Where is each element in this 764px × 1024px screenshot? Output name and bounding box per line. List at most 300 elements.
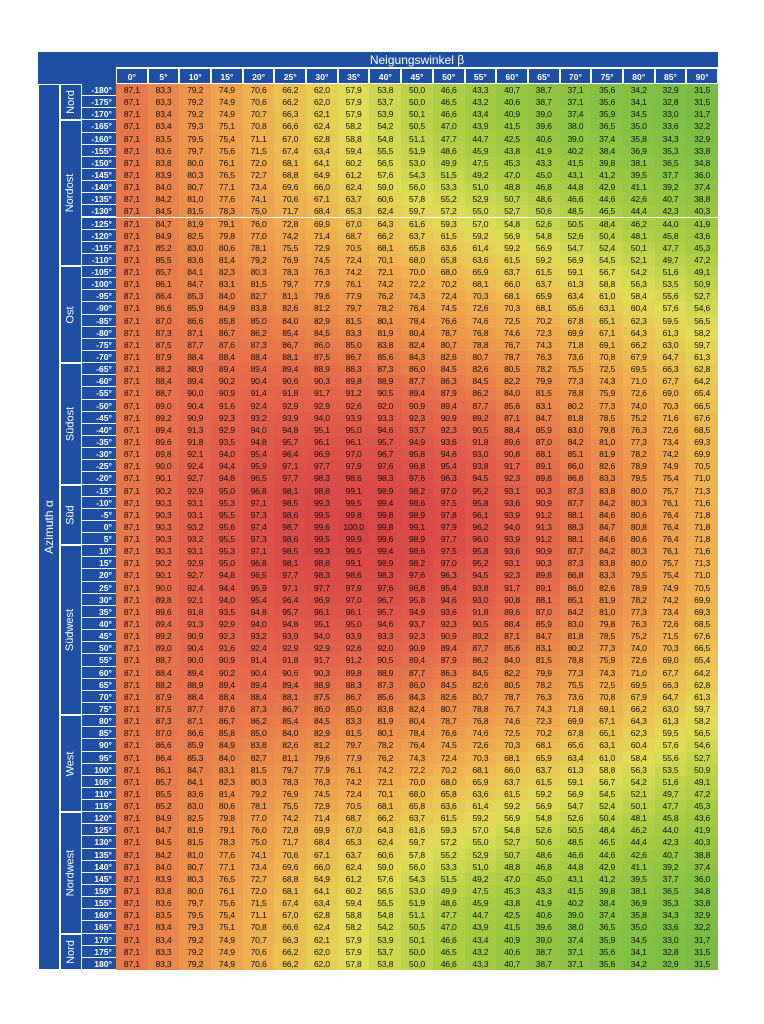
table-cell: 70,2: [433, 278, 465, 290]
table-cell: 90,3: [148, 521, 180, 533]
table-cell: 78,4: [401, 315, 433, 327]
table-cell: 99,1: [338, 485, 370, 497]
table-cell: 71,5: [243, 145, 275, 157]
table-cell: 87,1: [116, 363, 148, 375]
table-cell: 86,1: [148, 278, 180, 290]
table-cell: 65,8: [433, 788, 465, 800]
table-cell: 47,0: [496, 169, 528, 181]
table-cell: 50,0: [401, 84, 433, 96]
table-cell: 74,9: [211, 84, 243, 96]
table-cell: 78,5: [591, 630, 623, 642]
table-cell: 81,5: [243, 278, 275, 290]
direction-label-text: Nordwest: [64, 849, 77, 897]
table-cell: 38,4: [591, 897, 623, 909]
table-cell: 87,9: [148, 351, 180, 363]
table-cell: 87,1: [116, 400, 148, 412]
table-cell: 84,1: [179, 266, 211, 278]
table-cell: 81,9: [179, 218, 211, 230]
table-cell: 57,8: [401, 193, 433, 205]
table-cell: 87,1: [116, 642, 148, 654]
direction-label: [60, 266, 82, 363]
tilt-angle-header: 20°: [243, 68, 275, 84]
table-cell: 91,2: [338, 654, 370, 666]
table-cell: 90,9: [433, 630, 465, 642]
table-cell: 95,2: [465, 557, 497, 569]
table-cell: 53,7: [369, 96, 401, 108]
table-cell: 32,9: [686, 909, 718, 921]
table-cell: 70,6: [243, 946, 275, 958]
table-cell: 70,3: [465, 752, 497, 764]
table-cell: 87,0: [148, 727, 180, 739]
table-cell: 90,5: [465, 424, 497, 436]
table-cell: 83,9: [148, 169, 180, 181]
table-cell: 57,6: [655, 302, 687, 314]
table-cell: 45,3: [686, 800, 718, 812]
table-cell: 98,5: [274, 497, 306, 509]
table-cell: 90,9: [179, 412, 211, 424]
table-cell: 84,5: [306, 715, 338, 727]
table-cell: 72,5: [496, 727, 528, 739]
table-cell: 81,0: [179, 849, 211, 861]
table-cell: 64,9: [306, 873, 338, 885]
table-cell: 76,1: [211, 885, 243, 897]
table-cell: 43,1: [560, 873, 592, 885]
table-cell: 90,3: [528, 485, 560, 497]
table-cell: 90,1: [148, 569, 180, 581]
table-cell: 40,3: [686, 836, 718, 848]
table-cell: 70,3: [496, 302, 528, 314]
table-cell: 66,3: [655, 363, 687, 375]
tilt-angle-header: 40°: [369, 68, 401, 84]
table-cell: 94,6: [433, 448, 465, 460]
table-cell: 67,0: [274, 133, 306, 145]
table-cell: 98,3: [369, 569, 401, 581]
table-cell: 92,9: [306, 642, 338, 654]
table-cell: 84,6: [591, 533, 623, 545]
table-cell: 71,8: [686, 533, 718, 545]
table-cell: 71,8: [686, 509, 718, 521]
table-cell: 77,9: [306, 764, 338, 776]
azimuth-row-label: -110°: [82, 254, 116, 266]
table-cell: 97,6: [369, 582, 401, 594]
azimuth-row-label: -50°: [82, 400, 116, 412]
table-cell: 70,1: [369, 254, 401, 266]
azimuth-row-label: 145°: [82, 873, 116, 885]
direction-label-text: Nord: [64, 939, 77, 964]
table-cell: 79,7: [274, 764, 306, 776]
table-cell: 73,6: [560, 691, 592, 703]
table-cell: 33,8: [686, 145, 718, 157]
table-cell: 87,1: [116, 278, 148, 290]
table-cell: 63,7: [401, 812, 433, 824]
azimuth-axis-label: [38, 84, 60, 970]
table-cell: 35,9: [591, 108, 623, 120]
table-cell: 90,4: [243, 375, 275, 387]
table-cell: 40,6: [496, 946, 528, 958]
table-cell: 62,4: [369, 836, 401, 848]
tilt-angle-header: 10°: [179, 68, 211, 84]
table-cell: 37,4: [560, 108, 592, 120]
table-cell: 99,5: [306, 533, 338, 545]
table-cell: 87,6: [211, 703, 243, 715]
table-cell: 58,2: [338, 120, 370, 132]
table-cell: 75,7: [655, 557, 687, 569]
table-cell: 92,6: [338, 642, 370, 654]
table-cell: 46,6: [433, 84, 465, 96]
table-cell: 71,3: [686, 557, 718, 569]
table-cell: 88,4: [179, 691, 211, 703]
table-cell: 50,1: [401, 934, 433, 946]
table-cell: 52,6: [560, 230, 592, 242]
table-cell: 40,6: [528, 133, 560, 145]
table-cell: 87,1: [116, 169, 148, 181]
table-cell: 87,1: [116, 764, 148, 776]
table-cell: 72,6: [465, 739, 497, 751]
table-cell: 87,1: [116, 691, 148, 703]
table-cell: 50,0: [401, 96, 433, 108]
table-cell: 71,1: [243, 133, 275, 145]
table-cell: 92,3: [496, 472, 528, 484]
table-cell: 87,3: [148, 327, 180, 339]
table-cell: 45,0: [528, 169, 560, 181]
table-cell: 87,1: [116, 302, 148, 314]
table-cell: 80,6: [211, 800, 243, 812]
azimuth-row-label: -10°: [82, 497, 116, 509]
table-cell: 89,1: [528, 582, 560, 594]
table-cell: 83,4: [148, 934, 180, 946]
table-cell: 87,5: [148, 703, 180, 715]
table-cell: 64,3: [369, 218, 401, 230]
table-cell: 39,8: [591, 885, 623, 897]
table-cell: 56,7: [591, 776, 623, 788]
table-cell: 93,2: [243, 630, 275, 642]
table-cell: 83,6: [148, 897, 180, 909]
table-cell: 74,5: [433, 739, 465, 751]
table-cell: 57,8: [401, 849, 433, 861]
table-cell: 79,5: [179, 909, 211, 921]
table-cell: 49,2: [465, 873, 497, 885]
table-cell: 99,5: [338, 545, 370, 557]
table-cell: 87,9: [433, 387, 465, 399]
table-cell: 71,5: [655, 630, 687, 642]
table-cell: 81,5: [243, 764, 275, 776]
table-cell: 46,6: [433, 934, 465, 946]
table-cell: 65,3: [338, 205, 370, 217]
table-cell: 40,3: [686, 205, 718, 217]
table-cell: 88,1: [274, 691, 306, 703]
table-cell: 50,1: [401, 108, 433, 120]
table-cell: 74,1: [243, 849, 275, 861]
table-cell: 65,8: [433, 254, 465, 266]
azimuth-row-label: 45°: [82, 630, 116, 642]
table-cell: 55,6: [655, 752, 687, 764]
direction-label: [60, 715, 82, 812]
table-cell: 72,0: [243, 885, 275, 897]
azimuth-row-label: -155°: [82, 145, 116, 157]
table-cell: 93,9: [496, 509, 528, 521]
table-cell: 99,5: [338, 497, 370, 509]
table-cell: 99,3: [306, 497, 338, 509]
table-cell: 75,1: [211, 921, 243, 933]
table-cell: 64,1: [306, 885, 338, 897]
table-cell: 89,4: [433, 642, 465, 654]
table-cell: 90,8: [496, 448, 528, 460]
table-cell: 65,8: [401, 242, 433, 254]
azimuth-row-label: -40°: [82, 424, 116, 436]
table-cell: 47,0: [433, 921, 465, 933]
table-cell: 38,7: [528, 96, 560, 108]
table-cell: 95,8: [465, 497, 497, 509]
table-cell: 34,2: [623, 84, 655, 96]
table-cell: 62,4: [306, 120, 338, 132]
table-cell: 81,8: [560, 412, 592, 424]
table-cell: 56,9: [528, 242, 560, 254]
table-cell: 84,5: [148, 836, 180, 848]
table-cell: 33,8: [686, 897, 718, 909]
table-cell: 57,6: [369, 169, 401, 181]
table-cell: 76,8: [465, 715, 497, 727]
table-cell: 80,3: [243, 266, 275, 278]
table-cell: 66,0: [496, 278, 528, 290]
table-cell: 72,9: [306, 242, 338, 254]
table-cell: 76,9: [274, 788, 306, 800]
table-cell: 56,3: [623, 764, 655, 776]
table-cell: 97,3: [243, 509, 275, 521]
table-cell: 97,7: [306, 460, 338, 472]
table-cell: 50,6: [528, 836, 560, 848]
table-cell: 84,7: [179, 278, 211, 290]
azimuth-axis-label-text: Azimuth α: [42, 500, 56, 554]
table-cell: 63,7: [401, 230, 433, 242]
table-cell: 96,8: [243, 557, 275, 569]
table-cell: 31,5: [686, 96, 718, 108]
table-cell: 57,8: [338, 958, 370, 970]
table-cell: 88,9: [369, 375, 401, 387]
table-cell: 71,7: [274, 205, 306, 217]
table-cell: 87,1: [116, 897, 148, 909]
table-cell: 68,1: [528, 302, 560, 314]
table-cell: 35,6: [591, 958, 623, 970]
table-cell: 79,8: [591, 424, 623, 436]
table-cell: 39,5: [623, 873, 655, 885]
table-cell: 39,0: [528, 108, 560, 120]
table-cell: 79,7: [274, 278, 306, 290]
table-cell: 51,5: [433, 873, 465, 885]
table-cell: 94,0: [211, 594, 243, 606]
table-cell: 87,5: [306, 351, 338, 363]
table-cell: 66,3: [274, 108, 306, 120]
table-cell: 51,0: [465, 861, 497, 873]
table-cell: 98,5: [274, 545, 306, 557]
azimuth-row-label: -55°: [82, 387, 116, 399]
table-cell: 77,3: [591, 400, 623, 412]
table-cell: 54,6: [686, 739, 718, 751]
table-cell: 62,4: [369, 205, 401, 217]
table-cell: 92,7: [179, 569, 211, 581]
table-cell: 35,9: [591, 934, 623, 946]
table-cell: 87,7: [401, 375, 433, 387]
table-cell: 89,6: [148, 606, 180, 618]
table-cell: 93,1: [496, 485, 528, 497]
table-cell: 89,1: [528, 460, 560, 472]
table-cell: 87,1: [116, 606, 148, 618]
table-cell: 56,5: [369, 157, 401, 169]
table-cell: 59,7: [686, 339, 718, 351]
table-cell: 38,8: [686, 849, 718, 861]
table-cell: 80,0: [623, 557, 655, 569]
table-cell: 83,8: [591, 557, 623, 569]
table-cell: 87,1: [116, 582, 148, 594]
table-cell: 90,2: [211, 667, 243, 679]
table-cell: 43,3: [528, 885, 560, 897]
table-cell: 96,7: [369, 594, 401, 606]
table-cell: 71,8: [560, 339, 592, 351]
table-cell: 83,3: [148, 946, 180, 958]
azimuth-row-label: 120°: [82, 812, 116, 824]
table-cell: 87,1: [116, 873, 148, 885]
table-cell: 87,1: [116, 654, 148, 666]
table-cell: 76,7: [496, 703, 528, 715]
table-cell: 87,1: [116, 145, 148, 157]
table-cell: 54,2: [369, 120, 401, 132]
table-cell: 57,9: [338, 946, 370, 958]
table-cell: 37,1: [560, 84, 592, 96]
table-cell: 94,8: [243, 436, 275, 448]
table-cell: 67,9: [623, 691, 655, 703]
table-cell: 50,1: [623, 242, 655, 254]
table-cell: 76,1: [655, 497, 687, 509]
table-cell: 60,2: [338, 885, 370, 897]
table-cell: 31,5: [686, 946, 718, 958]
table-cell: 95,7: [369, 606, 401, 618]
table-cell: 83,5: [148, 133, 180, 145]
table-cell: 93,9: [338, 630, 370, 642]
table-cell: 97,8: [433, 509, 465, 521]
table-cell: 61,6: [401, 218, 433, 230]
azimuth-row-label: 20°: [82, 569, 116, 581]
table-cell: 37,4: [686, 181, 718, 193]
table-cell: 67,8: [560, 727, 592, 739]
table-cell: 74,2: [338, 266, 370, 278]
table-cell: 84,7: [528, 412, 560, 424]
table-cell: 63,4: [560, 752, 592, 764]
table-cell: 73,4: [243, 861, 275, 873]
table-cell: 87,5: [148, 339, 180, 351]
table-cell: 52,9: [465, 193, 497, 205]
table-cell: 85,6: [496, 642, 528, 654]
table-cell: 40,9: [496, 108, 528, 120]
table-cell: 50,7: [496, 193, 528, 205]
table-cell: 95,0: [211, 485, 243, 497]
table-cell: 62,1: [306, 108, 338, 120]
table-cell: 76,5: [211, 169, 243, 181]
table-cell: 62,8: [686, 679, 718, 691]
table-cell: 87,1: [116, 618, 148, 630]
table-cell: 98,7: [274, 521, 306, 533]
table-cell: 59,5: [655, 727, 687, 739]
azimuth-row-label: -135°: [82, 193, 116, 205]
table-cell: 83,0: [560, 618, 592, 630]
table-cell: 92,3: [401, 412, 433, 424]
table-cell: 42,3: [655, 836, 687, 848]
table-cell: 81,4: [211, 254, 243, 266]
table-cell: 69,9: [560, 327, 592, 339]
direction-label: [60, 545, 82, 715]
table-cell: 89,6: [148, 436, 180, 448]
table-cell: 56,7: [591, 266, 623, 278]
table-cell: 87,1: [116, 448, 148, 460]
table-cell: 74,9: [211, 96, 243, 108]
azimuth-row-label: 30°: [82, 594, 116, 606]
table-cell: 84,5: [433, 363, 465, 375]
table-cell: 74,3: [528, 339, 560, 351]
table-cell: 91,3: [528, 521, 560, 533]
table-cell: 43,4: [465, 108, 497, 120]
table-cell: 84,2: [148, 849, 180, 861]
table-cell: 92,9: [306, 400, 338, 412]
table-cell: 36,5: [655, 157, 687, 169]
table-cell: 74,6: [465, 315, 497, 327]
table-cell: 88,7: [148, 654, 180, 666]
table-cell: 74,5: [306, 254, 338, 266]
table-cell: 97,7: [433, 533, 465, 545]
direction-label-text: Südost: [64, 406, 77, 441]
table-cell: 82,6: [591, 582, 623, 594]
table-cell: 84,2: [560, 436, 592, 448]
table-cell: 63,4: [306, 897, 338, 909]
table-cell: 45,9: [465, 897, 497, 909]
table-cell: 87,1: [116, 375, 148, 387]
table-cell: 73,4: [243, 181, 275, 193]
table-cell: 95,0: [338, 618, 370, 630]
table-cell: 69,3: [686, 436, 718, 448]
table-cell: 64,3: [369, 824, 401, 836]
table-cell: 33,6: [655, 120, 687, 132]
table-cell: 69,0: [655, 387, 687, 399]
tilt-angle-header: 70°: [560, 68, 592, 84]
table-cell: 87,1: [116, 836, 148, 848]
table-cell: 61,0: [591, 290, 623, 302]
table-cell: 47,0: [433, 120, 465, 132]
table-cell: 61,3: [560, 278, 592, 290]
table-cell: 87,1: [116, 339, 148, 351]
table-cell: 90,0: [148, 582, 180, 594]
table-cell: 86,7: [211, 715, 243, 727]
table-cell: 92,4: [179, 460, 211, 472]
table-cell: 39,0: [528, 934, 560, 946]
table-cell: 91,8: [179, 436, 211, 448]
table-cell: 77,6: [211, 193, 243, 205]
direction-label: [60, 934, 82, 970]
table-cell: 73,4: [655, 436, 687, 448]
table-cell: 93,1: [179, 509, 211, 521]
table-cell: 84,1: [179, 776, 211, 788]
table-cell: 87,7: [465, 642, 497, 654]
table-cell: 66,2: [274, 96, 306, 108]
table-cell: 61,5: [528, 776, 560, 788]
table-cell: 64,9: [306, 169, 338, 181]
table-cell: 70,2: [528, 727, 560, 739]
table-cell: 41,5: [496, 120, 528, 132]
table-cell: 86,6: [179, 315, 211, 327]
azimuth-row-label: 180°: [82, 958, 116, 970]
table-cell: 87,1: [496, 412, 528, 424]
table-cell: 38,1: [623, 157, 655, 169]
table-cell: 57,0: [465, 824, 497, 836]
azimuth-row-label: 70°: [82, 691, 116, 703]
tilt-angle-header: 90°: [686, 68, 718, 84]
table-cell: 55,2: [433, 193, 465, 205]
